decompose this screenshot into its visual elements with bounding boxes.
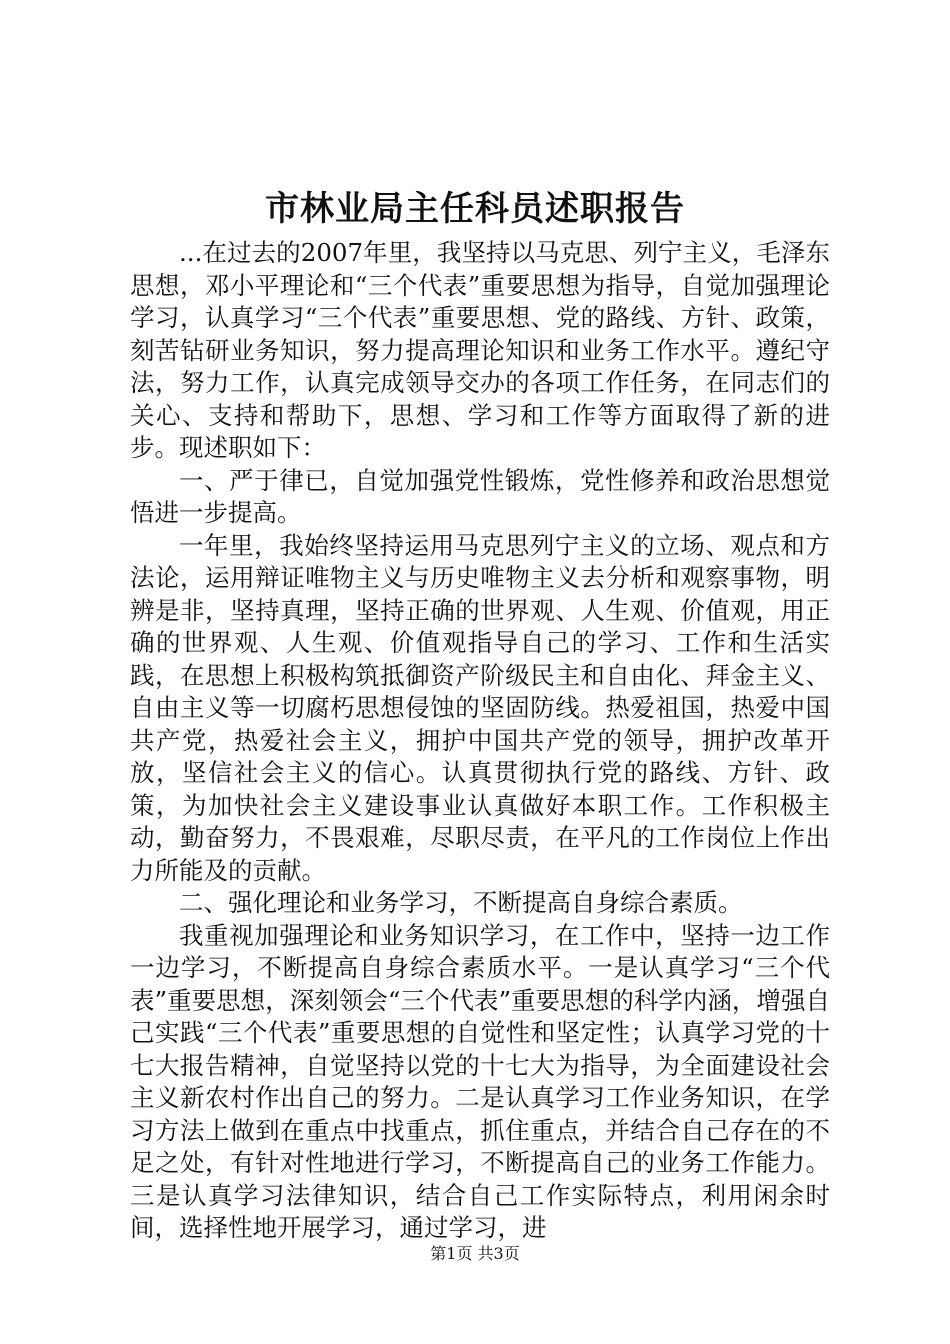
section-heading-1: 一、严于律已，自觉加强党性锻炼，党性修养和政治思想觉悟进一步提高。 bbox=[130, 465, 830, 527]
section-heading-2: 二、强化理论和业务学习，不断提高自身综合素质。 bbox=[179, 888, 743, 917]
page-footer: 第1页 共3页 bbox=[430, 1244, 520, 1263]
paragraph-section-1: 一年里，我始终坚持运用马克思列宁主义的立场、观点和方法论，运用辩证唯物主义与历史唯物主义去分析和观察事物，明辨是非，坚持真理，坚持正确的世界观、人生观、价值观，用正确的世界观、人生观、价值观指导自己的学习、工作和生活实践，在思想上积极构筑抵御资产阶级民主和自由化、拜金主义、自由主义等一切腐朽思想侵蚀的坚固防线。热爱祖国，热爱中国共产党，热爱社会主义，拥护中国共产党的领导，拥护改革开放，坚信社会主义的信心。认真贯彻执行党的路线、方针、政策，为加快社会主义建设事业认真做好本职工作。工作积极主动，勤奋努力，不畏艰难，尽职尽责，在平凡的工作岗位上作出力所能及的贡献。 bbox=[130, 530, 830, 885]
document-title: 市林业局主任科员述职报告 bbox=[265, 189, 685, 229]
paragraph-intro: ...在过去的2007年里，我坚持以马克思、列宁主义，毛泽东思想，邓小平理论和“三个代表”重要思想为指导，自觉加强理论学习，认真学习“三个代表”重要思想、党的路线、方针、政策，刻苦钻研业务知识，努力提高理论知识和业务工作水平。遵纪守法，努力工作，认真完成领导交办的各项工作任务，在同志们的关心、支持和帮助下，思想、学习和工作等方面取得了新的进步。现述职如下： bbox=[130, 238, 830, 462]
document-body bbox=[130, 237, 830, 1245]
paragraph-section-2: 我重视加强理论和业务知识学习，在工作中，坚持一边工作一边学习，不断提高自身综合素质水平。一是认真学习“三个代表”重要思想，深刻领会“三个代表”重要思想的科学内涵，增强自己实践“三个代表”重要思想的自觉性和坚定性；认真学习党的十七大报告精神，自觉坚持以党的十七大为指导，为全面建设社会主义新农村作出自己的努力。二是认真学习工作业务知识，在学习方法上做到在重点中找重点，抓住重点，并结合自己存在的不足之处，有针对性地进行学习，不断提高自己的业务工作能力。三是认真学习法律知识，结合自己工作实际特点，利用闲余时间，选择性地开展学习，通过学习，进 bbox=[130, 920, 830, 1242]
